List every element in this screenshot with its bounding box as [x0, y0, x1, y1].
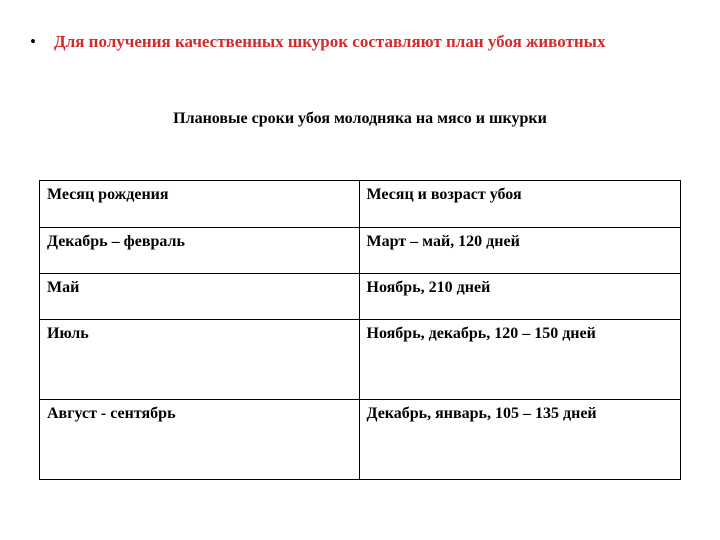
- slaughter-cell: Ноябрь, 210 дней: [359, 274, 681, 320]
- table-row: [40, 320, 681, 400]
- slaughter-schedule-table: [39, 180, 681, 480]
- bullet-paragraph: [30, 32, 605, 52]
- birth-month-cell: Август - сентябрь: [40, 400, 360, 480]
- bullet-text: Для получения качественных шкурок составляют план убоя животных: [54, 32, 606, 51]
- table-header-row: [40, 181, 681, 228]
- table-title: Плановые сроки убоя молодняка на мясо и шкурки: [173, 110, 547, 127]
- table-row: [40, 400, 681, 480]
- birth-month-cell: Май: [40, 274, 360, 320]
- birth-month-cell: Декабрь – февраль: [40, 228, 360, 274]
- bullet-marker: •: [30, 32, 36, 51]
- header-cell-slaughter: Месяц и возраст убоя: [359, 181, 681, 228]
- table-row: [40, 228, 681, 274]
- table-row: [40, 274, 681, 320]
- header-cell-birth-month: Месяц рождения: [40, 181, 360, 228]
- slaughter-cell: Ноябрь, декабрь, 120 – 150 дней: [359, 320, 681, 400]
- birth-month-cell: Июль: [40, 320, 360, 400]
- slaughter-cell: Декабрь, январь, 105 – 135 дней: [359, 400, 681, 480]
- slaughter-cell: Март – май, 120 дней: [359, 228, 681, 274]
